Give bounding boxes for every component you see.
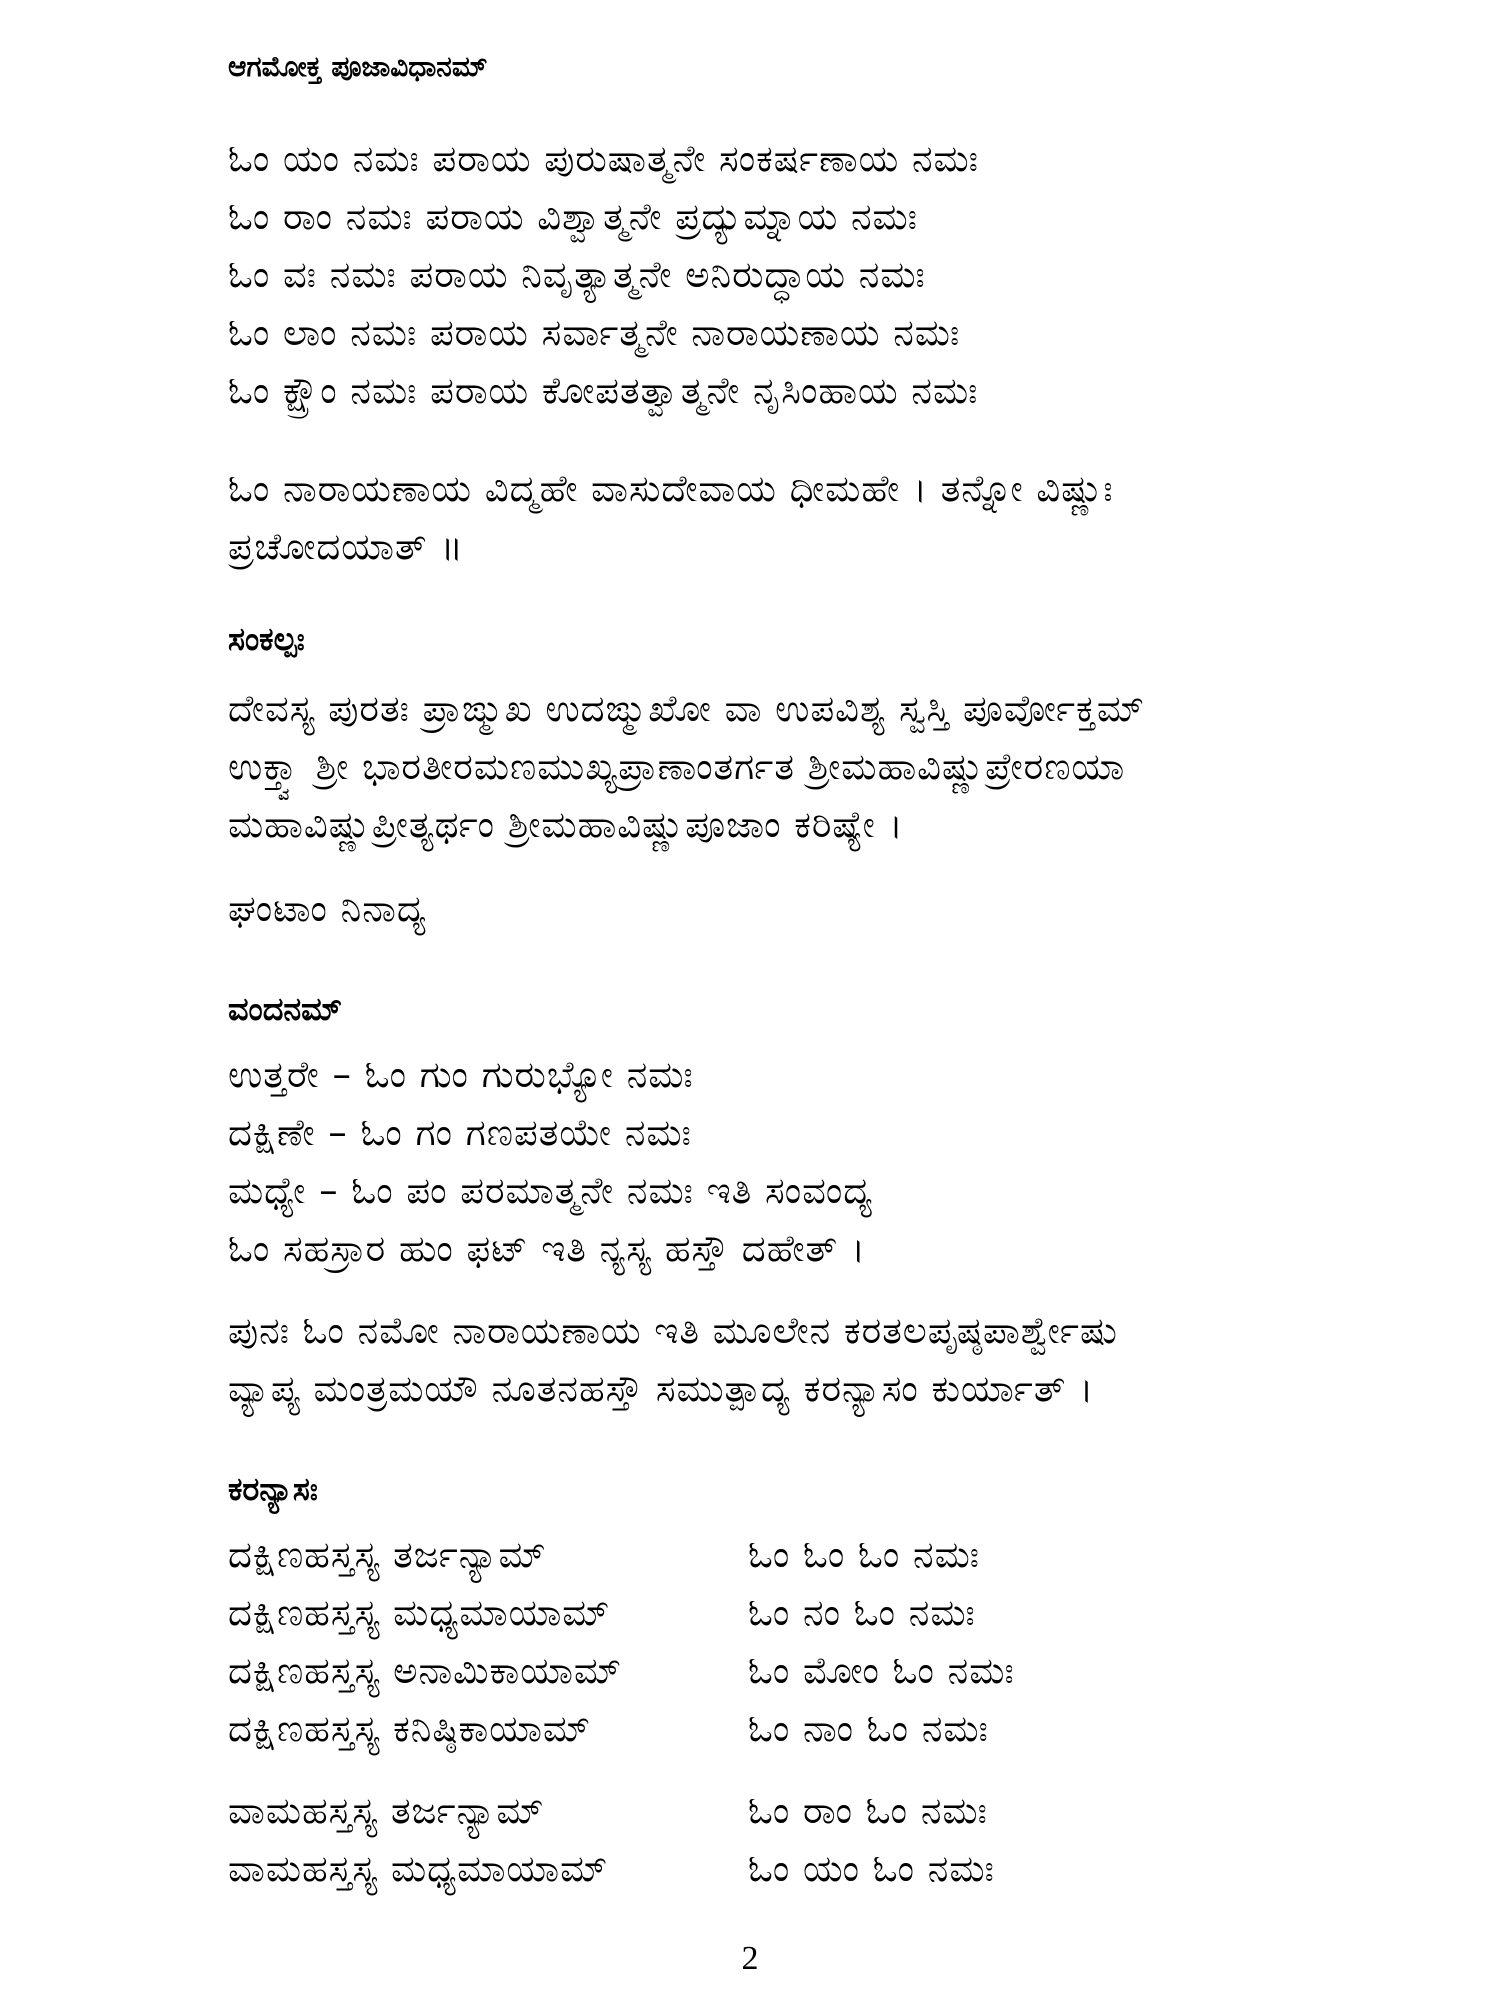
mantra-line: ಓಂ ರಾಂ ನಮಃ ಪರಾಯ ವಿಶ್ವಾತ್ಮನೇ ಪ್ರದ್ಯುಮ್ನಾಯ ನಮಃ [228,195,918,238]
puna-line: ಪುನಃ ಓಂ ನಮೋ ನಾರಾಯಣಾಯ ಇತಿ ಮೂಲೇನ ಕರತಲಪೃಷ್ಠಪಾರ್ಶ್ವೇಷು [228,1309,1118,1352]
gayatri-line: ಪ್ರಚೋದಯಾತ್ ॥ [228,525,464,568]
vandana-list [228,1046,1288,1278]
puna-line: ವ್ಯಾಪ್ಯ ಮಂತ್ರಮಯೌ ನೂತನಹಸ್ತೌ ಸಮುತ್ಪಾದ್ಯ ಕರನ್ಯಾಸಂ ಕುರ್ಯಾತ್ । [228,1367,1095,1410]
sankalpa-line: ಉಕ್ತ್ವಾ ಶ್ರೀ ಭಾರತೀರಮಣಮುಖ್ಯಪ್ರಾಣಾಂತರ್ಗತ ಶ್ರೀಮಹಾವಿಷ್ಣುಪ್ರೇರಣಯಾ [228,745,1126,788]
vandana-line: ಉತ್ತರೇ – ಓಂ ಗುಂ ಗುರುಭ್ಯೋ ನಮಃ [228,1053,694,1096]
mantra-list [228,130,1288,420]
karanyasa-mantra: ಓಂ ಯಂ ಓಂ ನಮಃ [748,1847,995,1890]
mantra-line: ಓಂ ಕ್ಷ್ರೌಂ ನಮಃ ಪರಾಯ ಕೋಪತತ್ವಾತ್ಮನೇ ನೃಸಿಂಹಾಯ ನಮಃ [228,369,979,412]
sankalpa-line: ಮಹಾವಿಷ್ಣುಪ್ರೀತ್ಯರ್ಥಂ ಶ್ರೀಮಹಾವಿಷ್ಣುಪೂಜಾಂ ಕರಿಷ್ಯೇ । [228,803,904,846]
karanyasa-finger: ದಕ್ಷಿಣಹಸ್ತಸ್ಯ ತರ್ಜನ್ಯಾಮ್ [228,1533,547,1576]
gayatri-paragraph [228,460,1288,576]
karanyasa-mantra: ಓಂ ಓಂ ಓಂ ನಮಃ [748,1533,981,1576]
karanyasa-table-right-hand [228,1526,1288,1758]
karanyasa-finger: ದಕ್ಷಿಣಹಸ್ತಸ್ಯ ಮಧ್ಯಮಾಯಾಮ್ [228,1591,611,1634]
karanyasa-finger: ವಾಮಹಸ್ತಸ್ಯ ತರ್ಜನ್ಯಾಮ್ [228,1789,545,1832]
karanyasa-row [228,1584,1288,1642]
vandana-line: ಓಂ ಸಹಸ್ರಾರ ಹುಂ ಫಟ್ ಇತಿ ನ್ಯಸ್ಯ ಹಸ್ತೌ ದಹೇತ್ । [228,1227,866,1270]
mantra-line: ಓಂ ವಃ ನಮಃ ಪರಾಯ ನಿವೃತ್ಯಾತ್ಮನೇ ಅನಿರುದ್ಧಾಯ ನಮಃ [228,253,926,296]
karanyasa-finger: ದಕ್ಷಿಣಹಸ್ತಸ್ಯ ಕನಿಷ್ಠಿಕಾಯಾಮ್ [228,1707,592,1750]
karanyasa-table-left-hand [228,1782,1288,1898]
puna-paragraph [228,1302,1288,1418]
mantra-line: ಓಂ ಯಂ ನಮಃ ಪರಾಯ ಪುರುಷಾತ್ಮನೇ ಸಂಕರ್ಷಣಾಯ ನಮಃ [228,137,979,180]
karanyasa-mantra: ಓಂ ಮೋಂ ಓಂ ನಮಃ [748,1649,1015,1692]
karanyasa-mantra: ಓಂ ನಾಂ ಓಂ ನಮಃ [748,1707,989,1750]
mantra-line: ಓಂ ಲಾಂ ನಮಃ ಪರಾಯ ಸರ್ವಾತ್ಮನೇ ನಾರಾಯಣಾಯ ನಮಃ [228,311,961,354]
karanyasa-finger: ವಾಮಹಸ್ತಸ್ಯ ಮಧ್ಯಮಾಯಾಮ್ [228,1847,609,1890]
ghanta-instruction [228,880,1288,938]
section-heading-sankalpa: ಸಂಕಲ್ಪಃ [228,620,305,658]
section-heading-karanyasa: ಕರನ್ಯಾಸಃ [228,1470,318,1508]
vandana-line: ಮಧ್ಯೇ – ಓಂ ಪಂ ಪರಮಾತ್ಮನೇ ನಮಃ ಇತಿ ಸಂವಂದ್ಯ [228,1169,874,1212]
sankalpa-paragraph [228,680,1288,854]
karanyasa-mantra: ಓಂ ನಂ ಓಂ ನಮಃ [748,1591,976,1634]
sankalpa-line: ದೇವಸ್ಯ ಪುರತಃ ಪ್ರಾಙ್ಮುಖ ಉದಙ್ಮುಖೋ ವಾ ಉಪವಿಶ್ಯ ಸ್ವಸ್ತಿ ಪೂರ್ವೋಕ್ತಮ್ [228,687,1146,730]
karanyasa-row [228,1526,1288,1584]
karanyasa-finger: ದಕ್ಷಿಣಹಸ್ತಸ್ಯ ಅನಾಮಿಕಾಯಾಮ್ [228,1649,623,1692]
section-heading-vandana: ವಂದನಮ್ [228,990,342,1028]
karanyasa-mantra: ಓಂ ರಾಂ ಓಂ ನಮಃ [748,1789,988,1832]
karanyasa-row [228,1840,1288,1898]
karanyasa-row [228,1782,1288,1840]
karanyasa-row [228,1700,1288,1758]
gayatri-line: ಓಂ ನಾರಾಯಣಾಯ ವಿದ್ಮಹೇ ವಾಸುದೇವಾಯ ಧೀಮಹೇ । ತನ್ನೋ ವಿಷ್ಣುಃ [228,467,1114,510]
karanyasa-row [228,1642,1288,1700]
ghanta-line: ಘಂಟಾಂ ನಿನಾದ್ಯ [228,887,427,930]
running-header: ಆಗಮೋಕ್ತ ಪೂಜಾವಿಧಾನಮ್ [228,50,488,83]
page-number: 2 [741,1940,759,1977]
vandana-line: ದಕ್ಷಿಣೇ – ಓಂ ಗಂ ಗಣಪತಯೇ ನಮಃ [228,1111,692,1154]
